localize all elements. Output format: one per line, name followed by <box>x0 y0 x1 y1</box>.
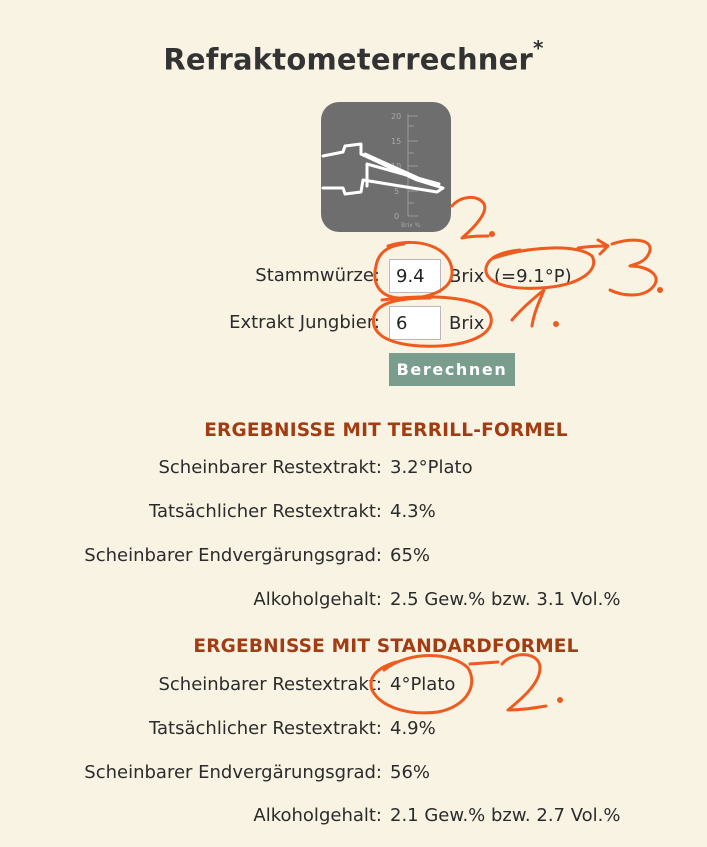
annotation-number-2b <box>502 655 546 710</box>
result-value: 4.9% <box>390 718 436 739</box>
scale-label: 0 <box>394 212 400 221</box>
result-value: 56% <box>390 762 431 783</box>
result-label: Scheinbarer Restextrakt: <box>158 457 382 478</box>
scale-label: 20 <box>391 112 402 121</box>
refractometer-logo <box>321 102 451 232</box>
extract-input[interactable] <box>389 306 441 340</box>
original-gravity-unit: Brix <box>449 266 485 287</box>
title-asterisk: * <box>533 36 544 60</box>
result-value: 4°Plato <box>390 674 456 695</box>
result-label: Tatsächlicher Restextrakt: <box>149 501 382 522</box>
scale-label: 5 <box>394 187 400 196</box>
result-value: 2.1 Gew.% bzw. 2.7 Vol.% <box>390 805 621 826</box>
result-label: Alkoholgehalt: <box>253 805 382 826</box>
annotation-number-2a <box>452 197 488 238</box>
result-value: 4.3% <box>390 501 436 522</box>
terrill-heading: ERGEBNISSE MIT TERRILL-FORMEL <box>204 420 568 441</box>
result-label: Scheinbarer Endvergärungsgrad: <box>84 545 382 566</box>
original-gravity-label: Stammwürze: <box>255 265 380 286</box>
standard-heading: ERGEBNISSE MIT STANDARDFORMEL <box>193 636 579 657</box>
extract-unit: Brix <box>449 313 485 334</box>
original-gravity-converted: (=9.1°P) <box>494 266 572 287</box>
extract-label: Extrakt Jungbier: <box>229 312 380 333</box>
annotation-arrow-3 <box>578 240 608 254</box>
original-gravity-input[interactable] <box>389 259 441 293</box>
result-value: 65% <box>390 545 431 566</box>
calculate-button[interactable]: Berechnen <box>389 353 515 386</box>
scale-unit: Brix % <box>401 222 421 229</box>
annotation-dash <box>470 662 498 664</box>
refractometer-icon <box>321 102 451 232</box>
scale-label: 10 <box>391 162 402 171</box>
page-title-text: Refraktometerrechner <box>163 42 534 77</box>
annotation-number-1 <box>512 290 544 326</box>
scale-label: 15 <box>391 137 402 146</box>
page-title <box>0 36 707 77</box>
result-value: 2.5 Gew.% bzw. 3.1 Vol.% <box>390 589 621 610</box>
result-label: Scheinbarer Restextrakt: <box>158 674 382 695</box>
result-value: 3.2°Plato <box>390 457 473 478</box>
annotation-number-3 <box>610 240 656 295</box>
result-label: Tatsächlicher Restextrakt: <box>149 718 382 739</box>
result-label: Alkoholgehalt: <box>253 589 382 610</box>
result-label: Scheinbarer Endvergärungsgrad: <box>84 762 382 783</box>
